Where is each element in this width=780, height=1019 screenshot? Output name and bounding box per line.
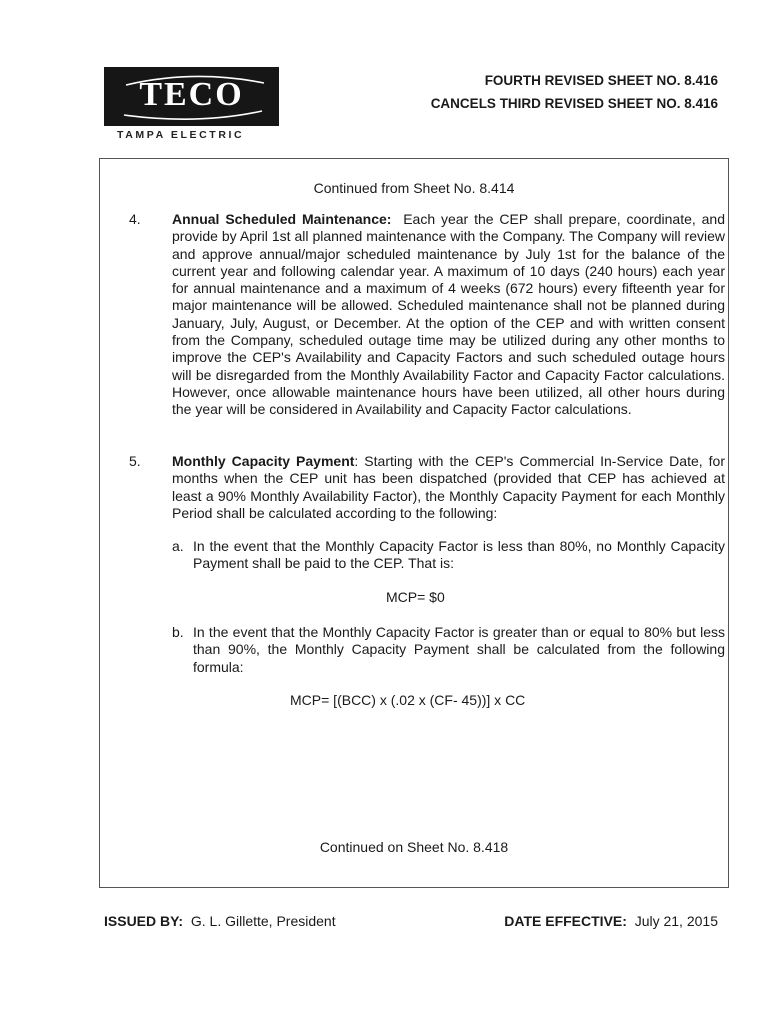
issued-by [104, 913, 336, 929]
date-effective [504, 913, 718, 929]
formula: MCP= $0 [386, 589, 445, 605]
item-text: Each year the CEP shall prepare, coordinate, and provide by April 1st all planned maintenance with the Company. The Company will review and approve annual/major scheduled maintenance by July 1st for the balance of the current year and following calendar year. A maximum of 10 days (240 hours) each year for annual maintenance and a maximum of 4 weeks (672 hours) every fifteenth year for major maintenance will be allowed. Scheduled maintenance shall not be planned during January, July, August, or December. At the option of the CEP and with written consent from the Company, scheduled outage time may be utilized during any other months to improve the CEP's Availability and Capacity Factors and such scheduled outage hours will be disregarded from the Monthly Availability Factor and Capacity Factor calculations. However, once allowable maintenance hours have been utilized, all other hours during the year will be considered in Availability and Capacity Factor calculations. [172, 211, 726, 418]
formula: MCP= [(BCC) x (.02 x (CF- 45))] x CC [290, 692, 526, 708]
item-number: 4. [129, 211, 141, 227]
continued-from: Continued from Sheet No. 8.414 [313, 180, 515, 196]
date-label: DATE EFFECTIVE: [504, 913, 627, 929]
issued-label: ISSUED BY: [104, 913, 184, 929]
item-text: : Starting with the CEP's Commercial In-Service Date, for months when the CEP unit has been dispatched (provided that CEP has achieved at least a 90% Monthly Availability Factor), the Monthly Capacity Payment for each Monthly Period shall be calculated according to the following: [172, 453, 725, 521]
item-monthly-capacity-payment [172, 453, 725, 522]
item-heading: Annual Scheduled Maintenance: [172, 211, 392, 227]
sub-item-text: In the event that the Monthly Capacity Factor is less than 80%, no Monthly Capacity Payment shall be paid to the CEP. That is: [193, 538, 725, 572]
sub-item-letter: a. [172, 538, 184, 554]
date-value: July 21, 2015 [634, 913, 718, 929]
sheet-number: FOURTH REVISED SHEET NO. 8.416 [484, 73, 718, 88]
sub-item-text: In the event that the Monthly Capacity Factor is greater than or equal to 80% but less than 90%, the Monthly Capacity Payment shall be calculated from the following formula: [193, 624, 725, 675]
sub-item-letter: b. [172, 624, 184, 640]
logo-subtitle: TAMPA ELECTRIC [117, 129, 245, 141]
cancels-sheet: CANCELS THIRD REVISED SHEET NO. 8.416 [430, 96, 718, 111]
teco-logo [104, 67, 279, 126]
issued-value: G. L. Gillette, President [190, 913, 336, 929]
item-number: 5. [129, 453, 141, 469]
continued-on: Continued on Sheet No. 8.418 [319, 839, 509, 855]
item-annual-maintenance [172, 211, 725, 419]
item-heading: Monthly Capacity Payment [172, 453, 355, 469]
logo-word: TECO [139, 76, 244, 113]
